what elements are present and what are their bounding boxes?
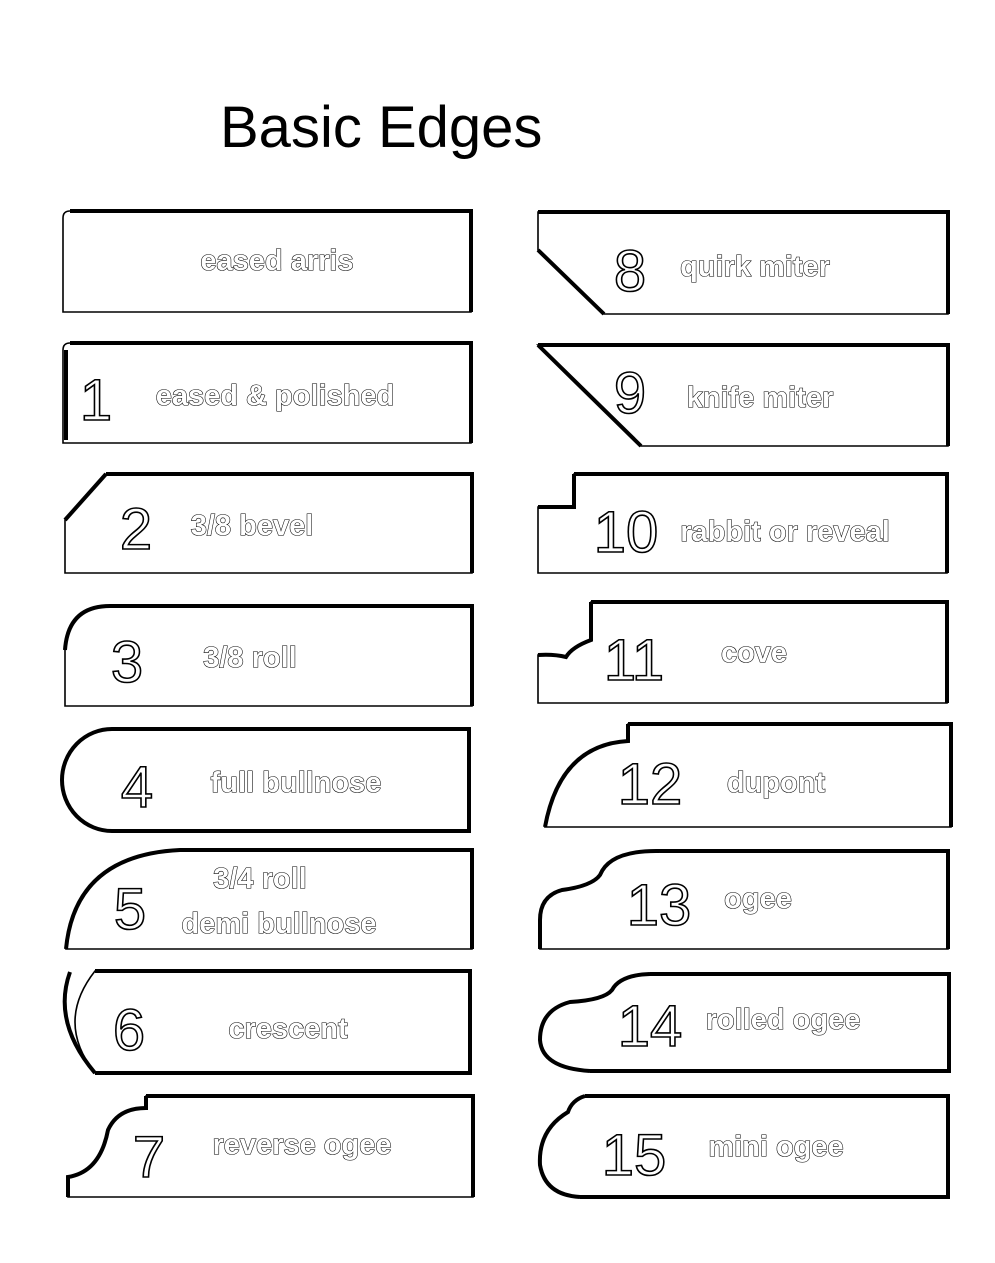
edge-label: 3/8 bevel <box>190 510 314 542</box>
edge-label-secondary: demi bullnose <box>181 908 377 940</box>
edge-profile-bevel <box>65 474 472 573</box>
edge-label: eased & polished <box>155 380 395 412</box>
edge-label: reverse ogee <box>212 1129 392 1161</box>
edge-profile-dupont <box>545 724 951 827</box>
edge-profile-full-bullnose <box>62 729 469 831</box>
edge-label: quirk miter <box>680 251 830 283</box>
edge-number: 1 <box>79 368 113 433</box>
edge-number: 14 <box>617 994 683 1059</box>
edge-number: 13 <box>626 873 692 938</box>
edge-number: 15 <box>601 1123 667 1188</box>
edge-profile-crescent <box>65 971 470 1073</box>
edge-number: 4 <box>120 755 154 820</box>
edge-profile-knife-miter <box>538 345 948 446</box>
edge-label: full bullnose <box>210 767 382 799</box>
edge-label: 3/8 roll <box>203 642 297 674</box>
edge-profile-reverse-ogee <box>68 1096 473 1197</box>
edge-label: crescent <box>228 1013 348 1045</box>
edge-profile-rabbit-reveal <box>538 474 947 573</box>
edge-profile-eased-polished <box>63 343 471 443</box>
edge-profile-roll <box>65 606 472 706</box>
edge-number: 8 <box>613 239 647 304</box>
edge-profile-ogee <box>540 851 948 949</box>
edge-profile-cove <box>538 602 947 703</box>
edge-number: 2 <box>119 497 153 562</box>
edge-number: 12 <box>617 752 683 817</box>
edge-number: 3 <box>110 630 144 695</box>
edge-number: 9 <box>613 361 647 426</box>
edge-label: rolled ogee <box>705 1004 861 1036</box>
edge-label: dupont <box>726 767 826 799</box>
edge-number: 5 <box>113 877 147 942</box>
edge-label: mini ogee <box>708 1131 844 1163</box>
edge-profile-eased-arris <box>63 211 471 312</box>
edge-profile-mini-ogee <box>540 1096 948 1197</box>
edge-label: rabbit or reveal <box>680 516 890 548</box>
edge-profile-rolled-ogee <box>540 974 949 1071</box>
edge-profile-demi-bullnose <box>66 850 472 949</box>
edge-label: ogee <box>724 883 792 915</box>
edge-label: cove <box>720 637 788 669</box>
edge-number: 6 <box>112 998 146 1063</box>
edge-number: 11 <box>603 628 665 693</box>
page-title: Basic Edges <box>220 95 543 160</box>
edge-label: 3/4 roll <box>213 863 307 895</box>
edge-label: eased arris <box>200 245 354 277</box>
edge-number: 10 <box>593 500 659 565</box>
edge-profile-quirk-miter <box>538 212 948 314</box>
edge-number: 7 <box>132 1125 166 1190</box>
edge-label: knife miter <box>686 382 834 414</box>
